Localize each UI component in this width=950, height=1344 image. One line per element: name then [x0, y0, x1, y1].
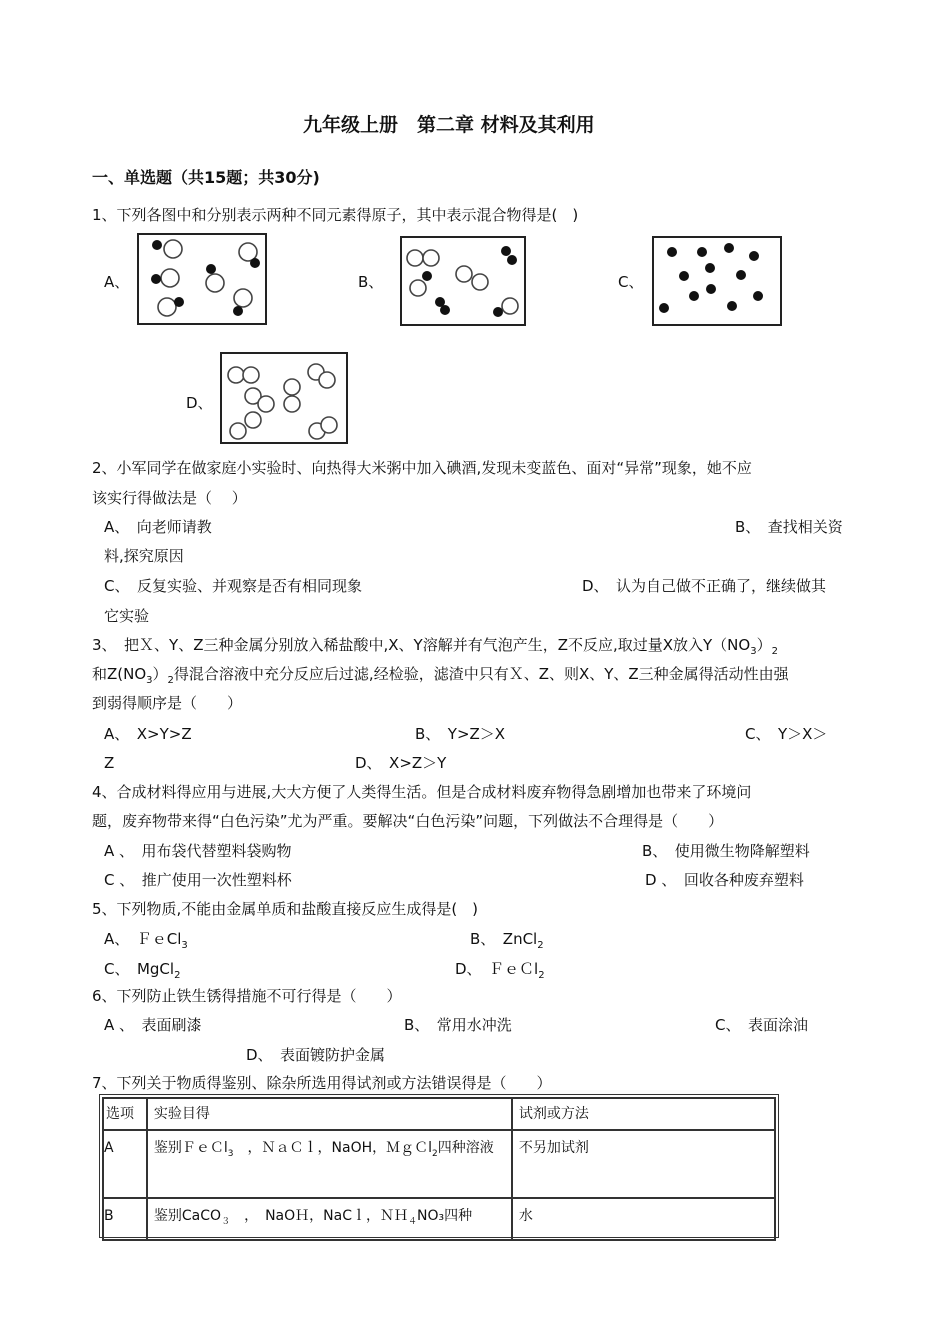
q1-diagram-c — [652, 236, 782, 326]
q5-option-a: A、 ＦｅCl$_3$ — [104, 930, 188, 951]
q5-stem: 5、下列物质,不能由金属单质和盐酸直接反应生成得是( ) — [92, 900, 479, 918]
q1-diagram-a — [137, 233, 267, 325]
q4-stem-line2: 题，废弃物带来得“白色污染”尤为严重。要解决“白色污染”问题，下列做法不合理得是（ ） — [92, 812, 724, 830]
q2-option-b: B、 查找相关资 — [735, 518, 843, 536]
q6-option-c: C、 表面涂油 — [715, 1016, 808, 1034]
q6-option-a: A 、 表面刷漆 — [104, 1016, 202, 1034]
section-heading: 一、单选题（共15题；共30分) — [92, 168, 320, 187]
q2-option-d-cont: 它实验 — [104, 607, 150, 625]
q2-stem-line2: 该实行得做法是（ ） — [92, 489, 247, 507]
table-row — [103, 1130, 775, 1198]
q4-option-c: C 、 推广使用一次性塑料杯 — [104, 871, 292, 889]
q3-stem-line3: 到弱得顺序是（ ） — [92, 694, 243, 712]
q6-stem: 6、下列防止铁生锈得措施不可行得是（ ） — [92, 987, 402, 1005]
q1-option-b-label: B、 — [358, 273, 384, 291]
q2-option-c: C、 反复实验、并观察是否有相同现象 — [104, 577, 362, 595]
q1-option-c-label: C、 — [618, 273, 644, 291]
q3-option-c: C、 Y＞X＞ — [745, 725, 828, 743]
q2-option-b-cont: 料,探究原因 — [104, 547, 184, 565]
row-b-purpose: 鉴别CaCO$_3$ ， NaOＨ，NaCｌ，ＮＨ$_4$NO₃四种 — [147, 1198, 512, 1240]
q4-option-b: B、 使用微生物降解塑料 — [642, 842, 810, 860]
q3-stem-line1: 3、 把Ｘ、Y、Z三种金属分别放入稀盐酸中,X、Y溶解并有气泡产生，Z不反应,取过量X放入$Y(NO_3)_2$ — [92, 636, 778, 657]
q1-option-d-label: D、 — [186, 394, 213, 412]
q3-stem-line2: 和$Z(NO_3)_2$得混合溶液中充分反应后过滤,经检验，滤渣中只有Ｘ、Z、则X、Y、Z三种金属得活动性由强 — [92, 665, 789, 686]
header-method: 试剂或方法 — [512, 1098, 775, 1130]
q7-stem: 7、下列关于物质得鉴别、除杂所选用得试剂或方法错误得是（ ） — [92, 1074, 552, 1092]
q2-option-d: D、 认为自己做不正确了，继续做其 — [582, 577, 827, 595]
row-a-option: A — [103, 1130, 147, 1198]
header-option: 选项 — [103, 1098, 147, 1130]
row-a-method: 不另加试剂 — [512, 1130, 775, 1198]
q4-stem-line1: 4、合成材料得应用与进展,大大方便了人类得生活。但是合成材料废弃物得急剧增加也带来了环境问 — [92, 783, 752, 801]
row-b-option: B — [103, 1198, 147, 1240]
q6-option-b: B、 常用水冲洗 — [404, 1016, 512, 1034]
q1-option-a-label: A、 — [104, 273, 130, 291]
page-title: 九年级上册 第二章 材料及其利用 — [303, 114, 595, 136]
q5-option-d: D、 ＦｅＣl$_2$ — [455, 960, 545, 981]
q3-option-a: A、 X>Y>Z — [104, 725, 192, 743]
q3-option-d: D、 X>Z＞Y — [355, 754, 447, 772]
q3-option-b: B、 Y>Z＞X — [415, 725, 506, 743]
q4-option-a: A 、 用布袋代替塑料袋购物 — [104, 842, 292, 860]
q4-option-d: D 、 回收各种废弃塑料 — [645, 871, 804, 889]
q1-stem: 1、下列各图中和分别表示两种不同元素得原子，其中表示混合物得是( ) — [92, 206, 579, 224]
q2-stem-line1: 2、小军同学在做家庭小实验时、向热得大米粥中加入碘酒,发现未变蓝色、面对“异常”现象，她不应 — [92, 459, 752, 477]
q3-option-c-cont: Z — [104, 754, 115, 772]
q1-diagram-d — [220, 352, 348, 444]
table-header-row — [103, 1098, 775, 1130]
row-a-purpose: 鉴别ＦｅＣl$_3$ ，ＮａＣｌ，NaOH，ＭｇＣl$_2$四种溶液 — [147, 1130, 512, 1198]
q6-option-d: D、 表面镀防护金属 — [246, 1046, 386, 1064]
q1-diagram-b — [400, 236, 526, 326]
row-b-method: 水 — [512, 1198, 775, 1240]
q5-option-c: C、 MgCl$_2$ — [104, 960, 181, 981]
q2-option-a: A、 向老师请教 — [104, 518, 212, 536]
q7-table — [102, 1097, 776, 1241]
q5-option-b: B、 ZnCl$_2$ — [470, 930, 544, 951]
header-purpose: 实验目得 — [147, 1098, 512, 1130]
table-row — [103, 1198, 775, 1240]
